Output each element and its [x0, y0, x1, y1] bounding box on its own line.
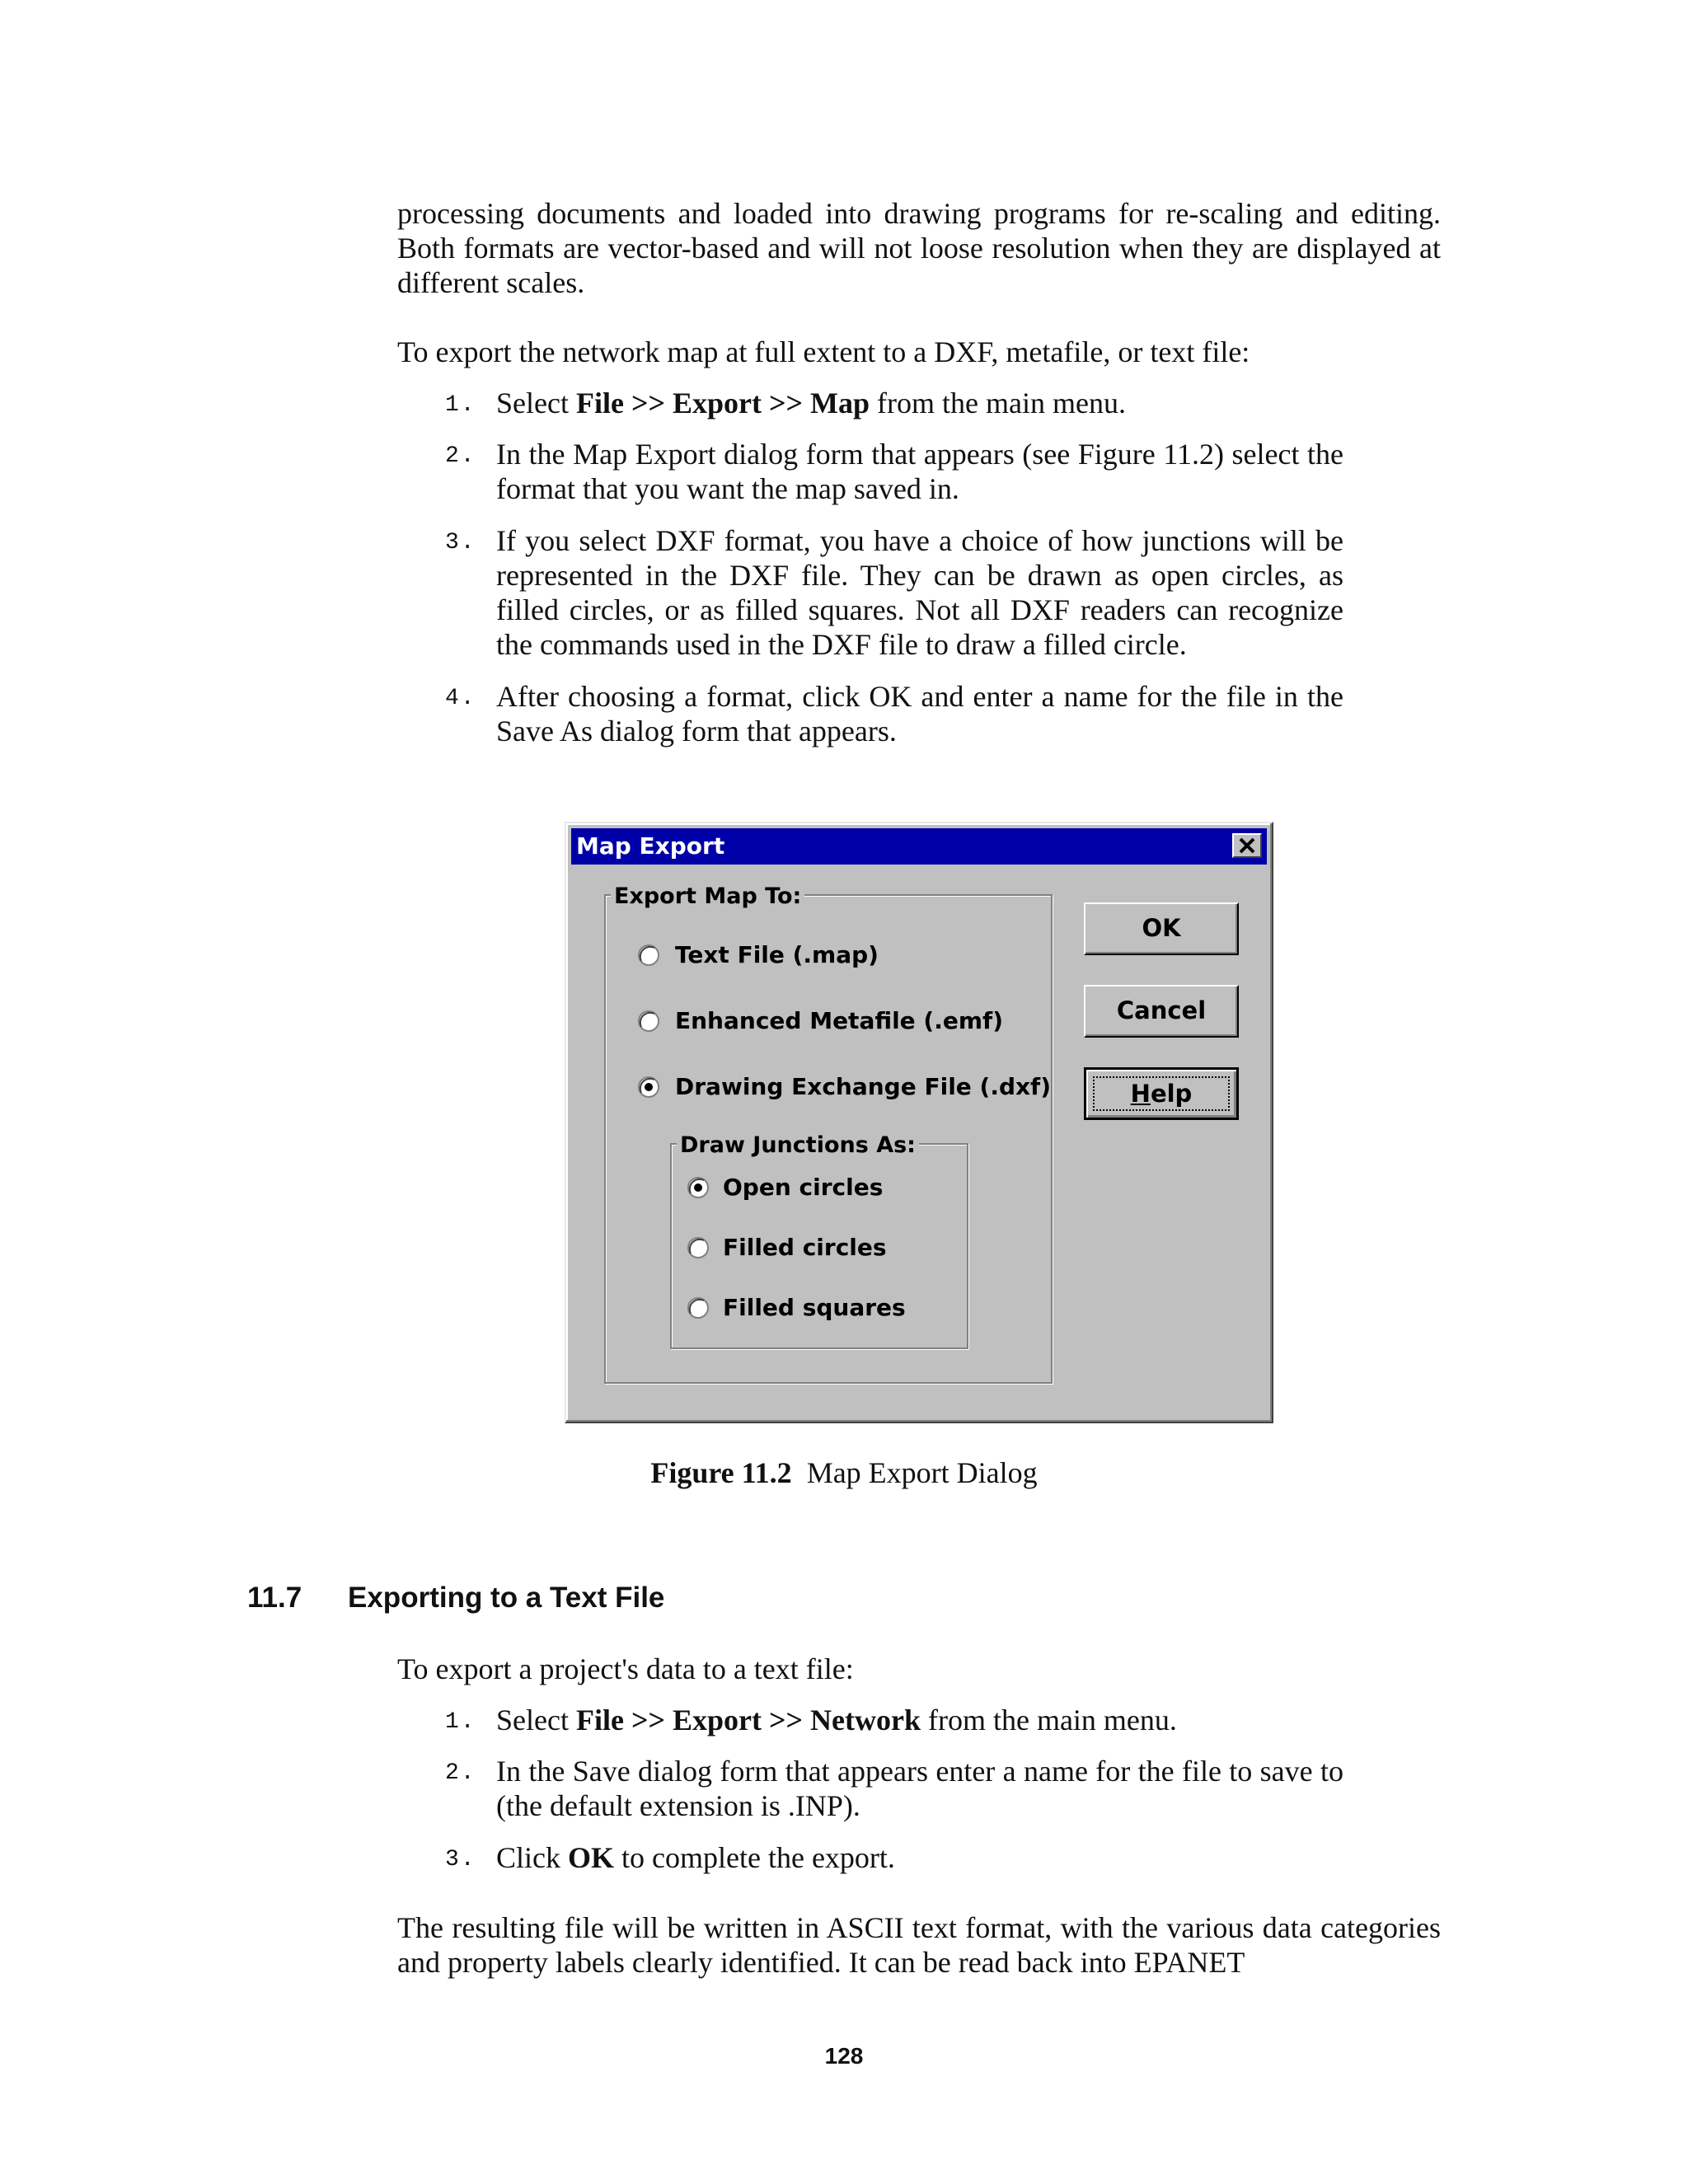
list-text: If you select DXF format, you have a choice of how junctions will be represented in the DXF file. They can be drawn as open circles, as filled circles, or as filled squares. Not all DXF readers can recognize the commands used in the DXF file to draw a filled circle.	[496, 524, 1343, 661]
list-text: Select File >> Export >> Network from the main menu.	[496, 1704, 1177, 1736]
list-number: 3.	[445, 1847, 476, 1872]
dialog-title: Map Export	[576, 832, 725, 860]
ok-button[interactable]: OK	[1084, 902, 1239, 955]
export-map-to-label: Export Map To:	[611, 884, 804, 909]
export-map-intro: To export the network map at full extent to a DXF, metafile, or text file:	[397, 335, 1250, 368]
map-export-dialog	[565, 822, 1273, 1423]
list-text: In the Save dialog form that appears enter a name for the file to save to (the default extension is .INP).	[496, 1755, 1343, 1822]
list-number: 3.	[445, 530, 476, 555]
list-item	[445, 679, 1343, 748]
radio-unselected-icon	[687, 1296, 710, 1319]
list-item	[445, 523, 1343, 662]
figure-caption	[0, 1455, 1688, 1490]
figure-number: Figure 11.2	[650, 1456, 792, 1489]
radio-label: Enhanced Metafile (.emf)	[675, 1007, 1004, 1034]
radio-unselected-icon	[637, 944, 660, 967]
radio-label: Filled circles	[723, 1234, 887, 1261]
list-item	[445, 437, 1343, 506]
page-number: 128	[824, 2043, 864, 2069]
radio-selected-icon	[687, 1176, 710, 1199]
figure-caption-text: Map Export Dialog	[806, 1456, 1038, 1489]
radio-label: Open circles	[723, 1174, 884, 1201]
list-text: After choosing a format, click OK and enter a name for the file in the Save As dialog form that appears.	[496, 680, 1343, 748]
list-number: 2.	[445, 443, 476, 469]
help-button[interactable]	[1084, 1067, 1239, 1120]
radio-label: Drawing Exchange File (.dxf)	[675, 1073, 1052, 1100]
dialog-titlebar	[571, 828, 1267, 865]
list-item	[445, 1703, 1343, 1737]
help-button-label: Help	[1130, 1080, 1193, 1108]
list-number: 1.	[445, 392, 476, 418]
draw-junctions-label: Draw Junctions As:	[677, 1133, 919, 1158]
radio-unselected-icon	[637, 1010, 660, 1033]
cancel-button[interactable]: Cancel	[1084, 985, 1239, 1038]
list-number: 1.	[445, 1709, 476, 1735]
radio-label: Text File (.map)	[675, 941, 879, 968]
list-number: 2.	[445, 1760, 476, 1786]
intro-paragraph: processing documents and loaded into drawing programs for re-scaling and editing. Both formats are vector-based and will not loose resolution when they are displayed at different scales.	[397, 197, 1441, 299]
list-number: 4.	[445, 686, 476, 711]
close-button[interactable]	[1232, 833, 1262, 858]
radio-label: Filled squares	[723, 1294, 906, 1321]
list-text: Click OK to complete the export.	[496, 1841, 895, 1874]
close-icon	[1234, 835, 1260, 856]
list-item	[445, 1754, 1343, 1823]
section-title: Exporting to a Text File	[348, 1582, 665, 1614]
section-number: 11.7	[247, 1582, 302, 1614]
list-item	[445, 1840, 1343, 1875]
radio-selected-icon	[637, 1076, 660, 1099]
list-text: Select File >> Export >> Map from the main menu.	[496, 387, 1126, 419]
list-text: In the Map Export dialog form that appears (see Figure 11.2) select the format that you want the map saved in.	[496, 438, 1343, 505]
radio-unselected-icon	[687, 1236, 710, 1259]
list-item	[445, 386, 1343, 420]
export-text-intro: To export a project's data to a text file:	[397, 1652, 854, 1685]
closing-paragraph: The resulting file will be written in ASCII text format, with the various data categories and property labels clearly identified. It can be read back into EPANET	[397, 1911, 1441, 1979]
